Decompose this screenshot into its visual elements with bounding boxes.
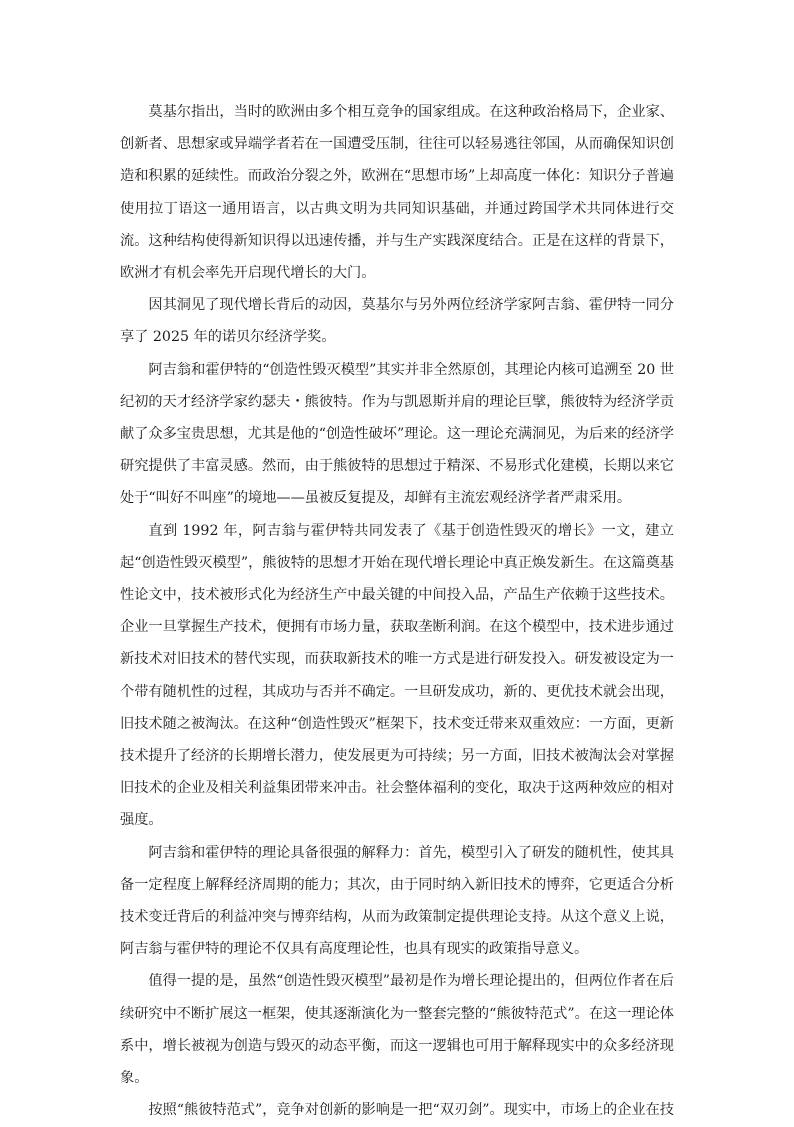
paragraph-4: 直到 1992 年，阿吉翁与霍伊特共同发表了《基于创造性毁灭的增长》一文，建立起“创造性毁灭模型”，熊彼特的思想才开始在现代增长理论中真正焕发新生。在这篇奠基性论文中，技术被形式化为经济生产中最关键的中间投入品，产品生产依赖于这些技术。企业一旦掌握生产技术，便拥有市场力量，获取垄断利润。在这个模型中，技术进步通过新技术对旧技术的替代实现，而获取新技术的唯一方式是进行研发投入。研发被设定为一个带有随机性的过程，其成功与否并不确定。一旦研发成功，新的、更优技术就会出现，旧技术随之被淘汰。在这种“创造性毁灭”框架下，技术变迁带来双重效应：一方面，更新技术提升了经济的长期增长潜力，使发展更为可持续；另一方面，旧技术被淘汰会对掌握旧技术的企业及相关利益集团带来冲击。社会整体福利的变化，取决于这两种效应的相对强度。 — [120, 522, 674, 829]
paragraph-6: 值得一提的是，虽然“创造性毁灭模型”最初是作为增长理论提出的，但两位作者在后续研究中不断扩展这一框架，使其逐渐演化为一整套完整的“熊彼特范式”。在这一理论体系中，增长被视为创造与毁灭的动态平衡，而这一逻辑也可用于解释现实中的众多经济现象。 — [120, 973, 674, 1087]
paragraph-2: 因其洞见了现代增长背后的动因，莫基尔与另外两位经济学家阿吉翁、霍伊特一同分享了 2025 年的诺贝尔经济学奖。 — [120, 297, 674, 346]
article-body — [120, 96, 674, 1127]
paragraph-1: 莫基尔指出，当时的欧洲由多个相互竞争的国家组成。在这种政治格局下，企业家、创新者、思想家或异端学者若在一国遭受压制，往往可以轻易逃往邻国，从而确保知识创造和积累的延续性。而政治分裂之外，欧洲在“思想市场”上却高度一体化：知识分子普遍使用拉丁语这一通用语言，以古典文明为共同知识基础，并通过跨国学术共同体进行交流。这种结构使得新知识得以迅速传播，并与生产实践深度结合。正是在这样的背景下，欧洲才有机会率先开启现代增长的大门。 — [120, 104, 674, 282]
paragraph-5: 阿吉翁和霍伊特的理论具备很强的解释力：首先，模型引入了研发的随机性，使其具备一定程度上解释经济周期的能力；其次，由于同时纳入新旧技术的博弈，它更适合分析技术变迁背后的利益冲突与博弈结构，从而为政策制定提供理论支持。从这个意义上说，阿吉翁与霍伊特的理论不仅具有高度理论性，也具有现实的政策指导意义。 — [120, 844, 674, 958]
paragraph-7: 按照“熊彼特范式”，竞争对创新的影响是一把“双刃剑”。现实中，市场上的企业在技 — [148, 1102, 674, 1119]
paragraph-3: 阿吉翁和霍伊特的“创造性毁灭模型”其实并非全然原创，其理论内核可追溯至 20 世纪初的天才经济学家约瑟夫・熊彼特。作为与凯恩斯并肩的理论巨擘，熊彼特为经济学贡献了众多宝贵思想，尤其是他的“创造性破坏”理论。这一理论充满洞见，为后来的经济学研究提供了丰富灵感。然而，由于熊彼特的思想过于精深、不易形式化建模，长期以来它处于“叫好不叫座”的境地——虽被反复提及，却鲜有主流宏观经济学者严肃采用。 — [120, 361, 674, 507]
